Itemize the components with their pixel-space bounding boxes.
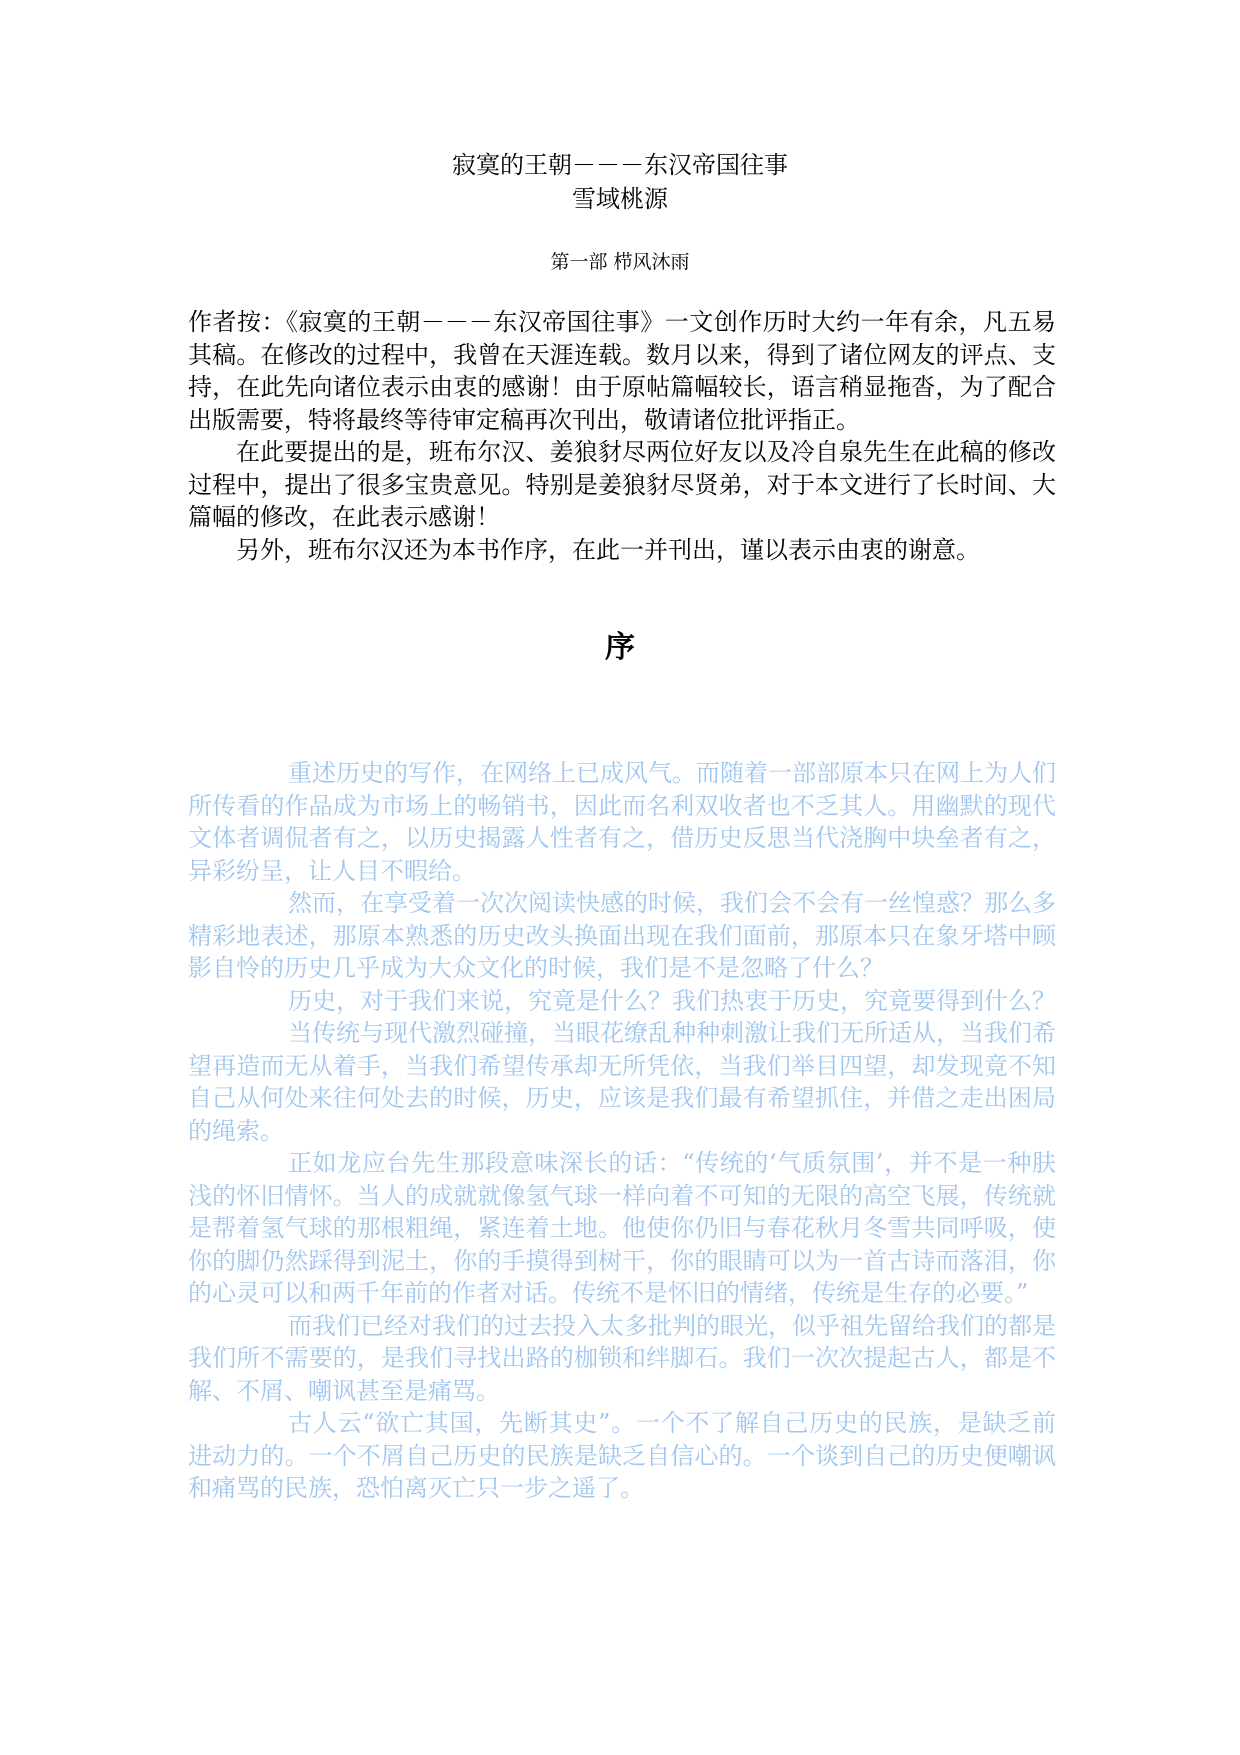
preface-body [188,757,1056,1505]
author-note-paragraph: 在此要提出的是，班布尔汉、姜狼豺尽两位好友以及冷自泉先生在此稿的修改过程中，提出了很多宝贵意见。特别是姜狼豺尽贤弟，对于本文进行了长时间、大篇幅的修改，在此表示感谢！ [188,438,1056,531]
author-name: 雪域桃源 [572,185,668,213]
preface-paragraph: 当传统与现代激烈碰撞，当眼花缭乱种种刺激让我们无所适从，当我们希望再造而无从着手，当我们希望传承却无所凭依，当我们举目四望，却发现竟不知自己从何处来往何处去的时候，历史，应该是我们最有希望抓住，并借之走出困局的绳索。 [188,1019,1056,1145]
book-title: 寂寞的王朝－－－东汉帝国往事 [452,151,788,179]
preface-paragraph: 正如龙应台先生那段意味深长的话：“传统的‘气质氛围’，并不是一种肤浅的怀旧情怀。当人的成就就像氢气球一样向着不可知的无限的高空飞展，传统就是帮着氢气球的那根粗绳，紧连着土地。他使你仍旧与春花秋月冬雪共同呼吸，使你的脚仍然踩得到泥土，你的手摸得到树干，你的眼睛可以为一首古诗而落泪，你的心灵可以和两千年前的作者对话。传统不是怀旧的情绪，传统是生存的必要。” [188,1149,1056,1307]
author-note-paragraph: 作者按：《寂寞的王朝－－－东汉帝国往事》一文创作历时大约一年有余，凡五易其稿。在修改的过程中，我曾在天涯连载。数月以来，得到了诸位网友的评点、支持，在此先向诸位表示由衷的感谢！由于原帖篇幅较长，语言稍显拖沓，为了配合出版需要，特将最终等待审定稿再次刊出，敬请诸位批评指正。 [188,308,1056,434]
preface-paragraph: 历史，对于我们来说，究竟是什么？我们热衷于历史，究竟要得到什么？ [288,986,1056,1015]
author-note [188,306,1056,566]
preface-paragraph: 古人云“欲亡其国，先断其史”。一个不了解自己历史的民族，是缺乏前进动力的。一个不屑自己历史的民族是缺乏自信心的。一个谈到自己的历史便嘲讽和痛骂的民族，恐怕离灭亡只一步之遥了。 [188,1409,1056,1502]
preface-paragraph: 重述历史的写作，在网络上已成风气。而随着一部部原本只在网上为人们所传看的作品成为市场上的畅销书，因此而名利双收者也不乏其人。用幽默的现代文体者调侃者有之，以历史揭露人性者有之，借历史反思当代浇胸中块垒者有之，异彩纷呈，让人目不暇给。 [188,759,1056,885]
part-title: 第一部 栉风沐雨 [550,251,690,273]
preface-paragraph: 然而，在享受着一次次阅读快感的时候，我们会不会有一丝惶惑？那么多精彩地表述，那原本熟悉的历史改头换面出现在我们面前，那原本只在象牙塔中顾影自怜的历史几乎成为大众文化的时候，我们是不是忽略了什么？ [188,889,1056,982]
preface-heading: 序 [605,630,635,665]
preface-paragraph: 而我们已经对我们的过去投入太多批判的眼光，似乎祖先留给我们的都是我们所不需要的，是我们寻找出路的枷锁和绊脚石。我们一次次提起古人，都是不解、不屑、嘲讽甚至是痛骂。 [188,1311,1056,1405]
author-note-paragraph: 另外，班布尔汉还为本书作序，在此一并刊出，谨以表示由衷的谢意。 [236,535,980,564]
